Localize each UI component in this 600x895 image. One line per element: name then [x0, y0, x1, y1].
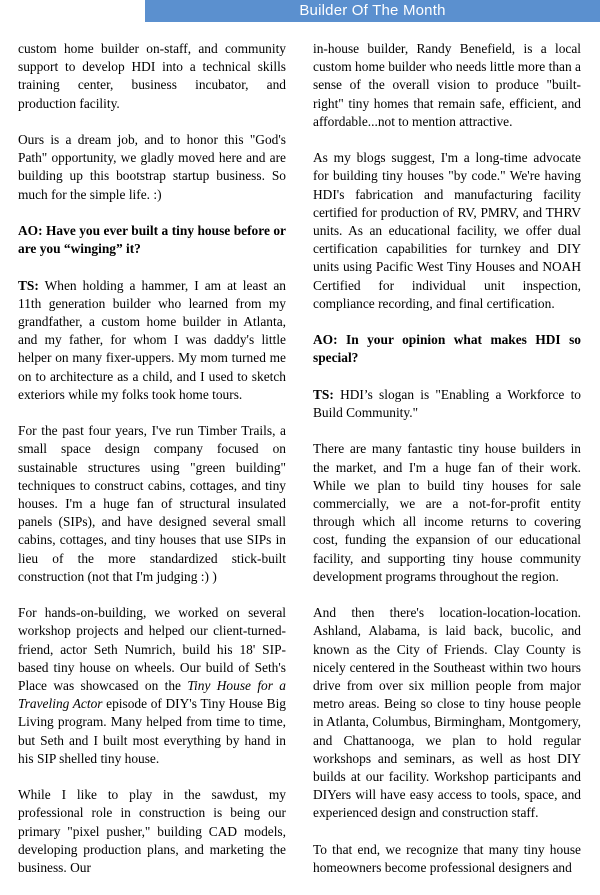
left-column [18, 40, 286, 895]
answer-text: HDI’s slogan is "Enabling a Workforce to Build Community." [313, 386, 581, 421]
right-column [313, 40, 581, 895]
banner-title: Builder Of The Month [299, 2, 446, 19]
speaker-label: TS: [313, 386, 334, 402]
interview-answer [313, 386, 581, 422]
text-run: For hands-on-building, we worked on several workshop projects and helped our client-turned-friend, actor Seth Numrich, build his 18' SIP-based tiny house on wheels. Our build of Seth's Place was showcased on the [18, 605, 286, 694]
speaker-label: TS: [18, 277, 39, 293]
paragraph: While I like to play in the sawdust, my professional role in construction is being our primary "pixel pusher," building CAD models, developing production plans, and marketing the business. Our [18, 787, 286, 876]
text-run: episode of DIY's Tiny House Big Living program. Many helped from time to time, but Seth and I built most everything by hand in his SIP shelled tiny house. [18, 696, 286, 766]
paragraph: Ours is a dream job, and to honor this "God's Path" opportunity, we gladly moved here and are building up this bootstrap startup business. So much for the simple life. :) [18, 132, 286, 202]
section-banner [145, 0, 600, 22]
episode-title: Tiny House for a Traveling Actor [18, 678, 286, 712]
paragraph: For the past four years, I've run Timber Trails, a small space design company focused on sustainable structures using "green building" techniques to construct cabins, cottages, and tiny houses. I'm a huge fan of structural insulated panels (SIPs), and have designed several small cabins, cottages, and tiny houses that use SIPs in lieu of the more standardized stick-built construction (not that I'm judging :) ) [18, 423, 286, 584]
interview-answer [18, 277, 286, 404]
paragraph: in-house builder, Randy Benefield, is a local custom home builder who needs little more than a sense of the overall vision to produce "built-right" tiny homes that remain safe, efficient, and affordable...not to mention attractive. [313, 41, 581, 129]
paragraph: There are many fantastic tiny house builders in the market, and I'm a huge fan of their work. While we plan to build tiny houses for sale commercially, we are a not-for-profit entity through which all income returns to covering cost, funding the expansion of our educational facility, and supporting tiny house community development programs throughout the region. [313, 441, 581, 584]
paragraph: And then there's location-location-location. Ashland, Alabama, is laid back, bucolic, and known as the City of Friends. Clay County is nicely centered in the Southeast within two hours drive from over six million people from major metro areas. Being so close to tiny house people in Atlanta, Columbus, Birmingham, Montgomery, and Chattanooga, we plan to hold regular workshops and seminars, as well as host DIY builds at our facility. Workshop participants and DIYers will have easy access to tools, space, and experienced design and construction staff. [313, 605, 581, 821]
interview-question: AO: Have you ever built a tiny house before or are you “winging” it? [18, 223, 286, 257]
paragraph [18, 604, 286, 768]
interview-question: AO: In your opinion what makes HDI so special? [313, 332, 581, 366]
paragraph: As my blogs suggest, I'm a long-time advocate for building tiny houses "by code." We're having HDI's fabrication and manufacturing facility certified for production of RV, PMRV, and THRV units. As an educational facility, we offer dual certification capabilities for turnkey and DIY units using Pacific West Tiny Houses and NOAH Certified for individual unit inspection, compliance recording, and final certification. [313, 150, 581, 311]
paragraph: To that end, we recognize that many tiny house homeowners become professional designers and [313, 841, 581, 876]
answer-text: When holding a hammer, I am at least an 11th generation builder who learned from my grandfather, a custom home builder in Atlanta, and my father, for whom I was daddy's little helper on many fixer-uppers. My mom turned me on to architecture as a child, and I used to sketch exteriors while my folks took home tours. [18, 277, 286, 402]
paragraph: custom home builder on-staff, and community support to develop HDI into a technical skills training center, business incubator, and production facility. [18, 41, 286, 111]
